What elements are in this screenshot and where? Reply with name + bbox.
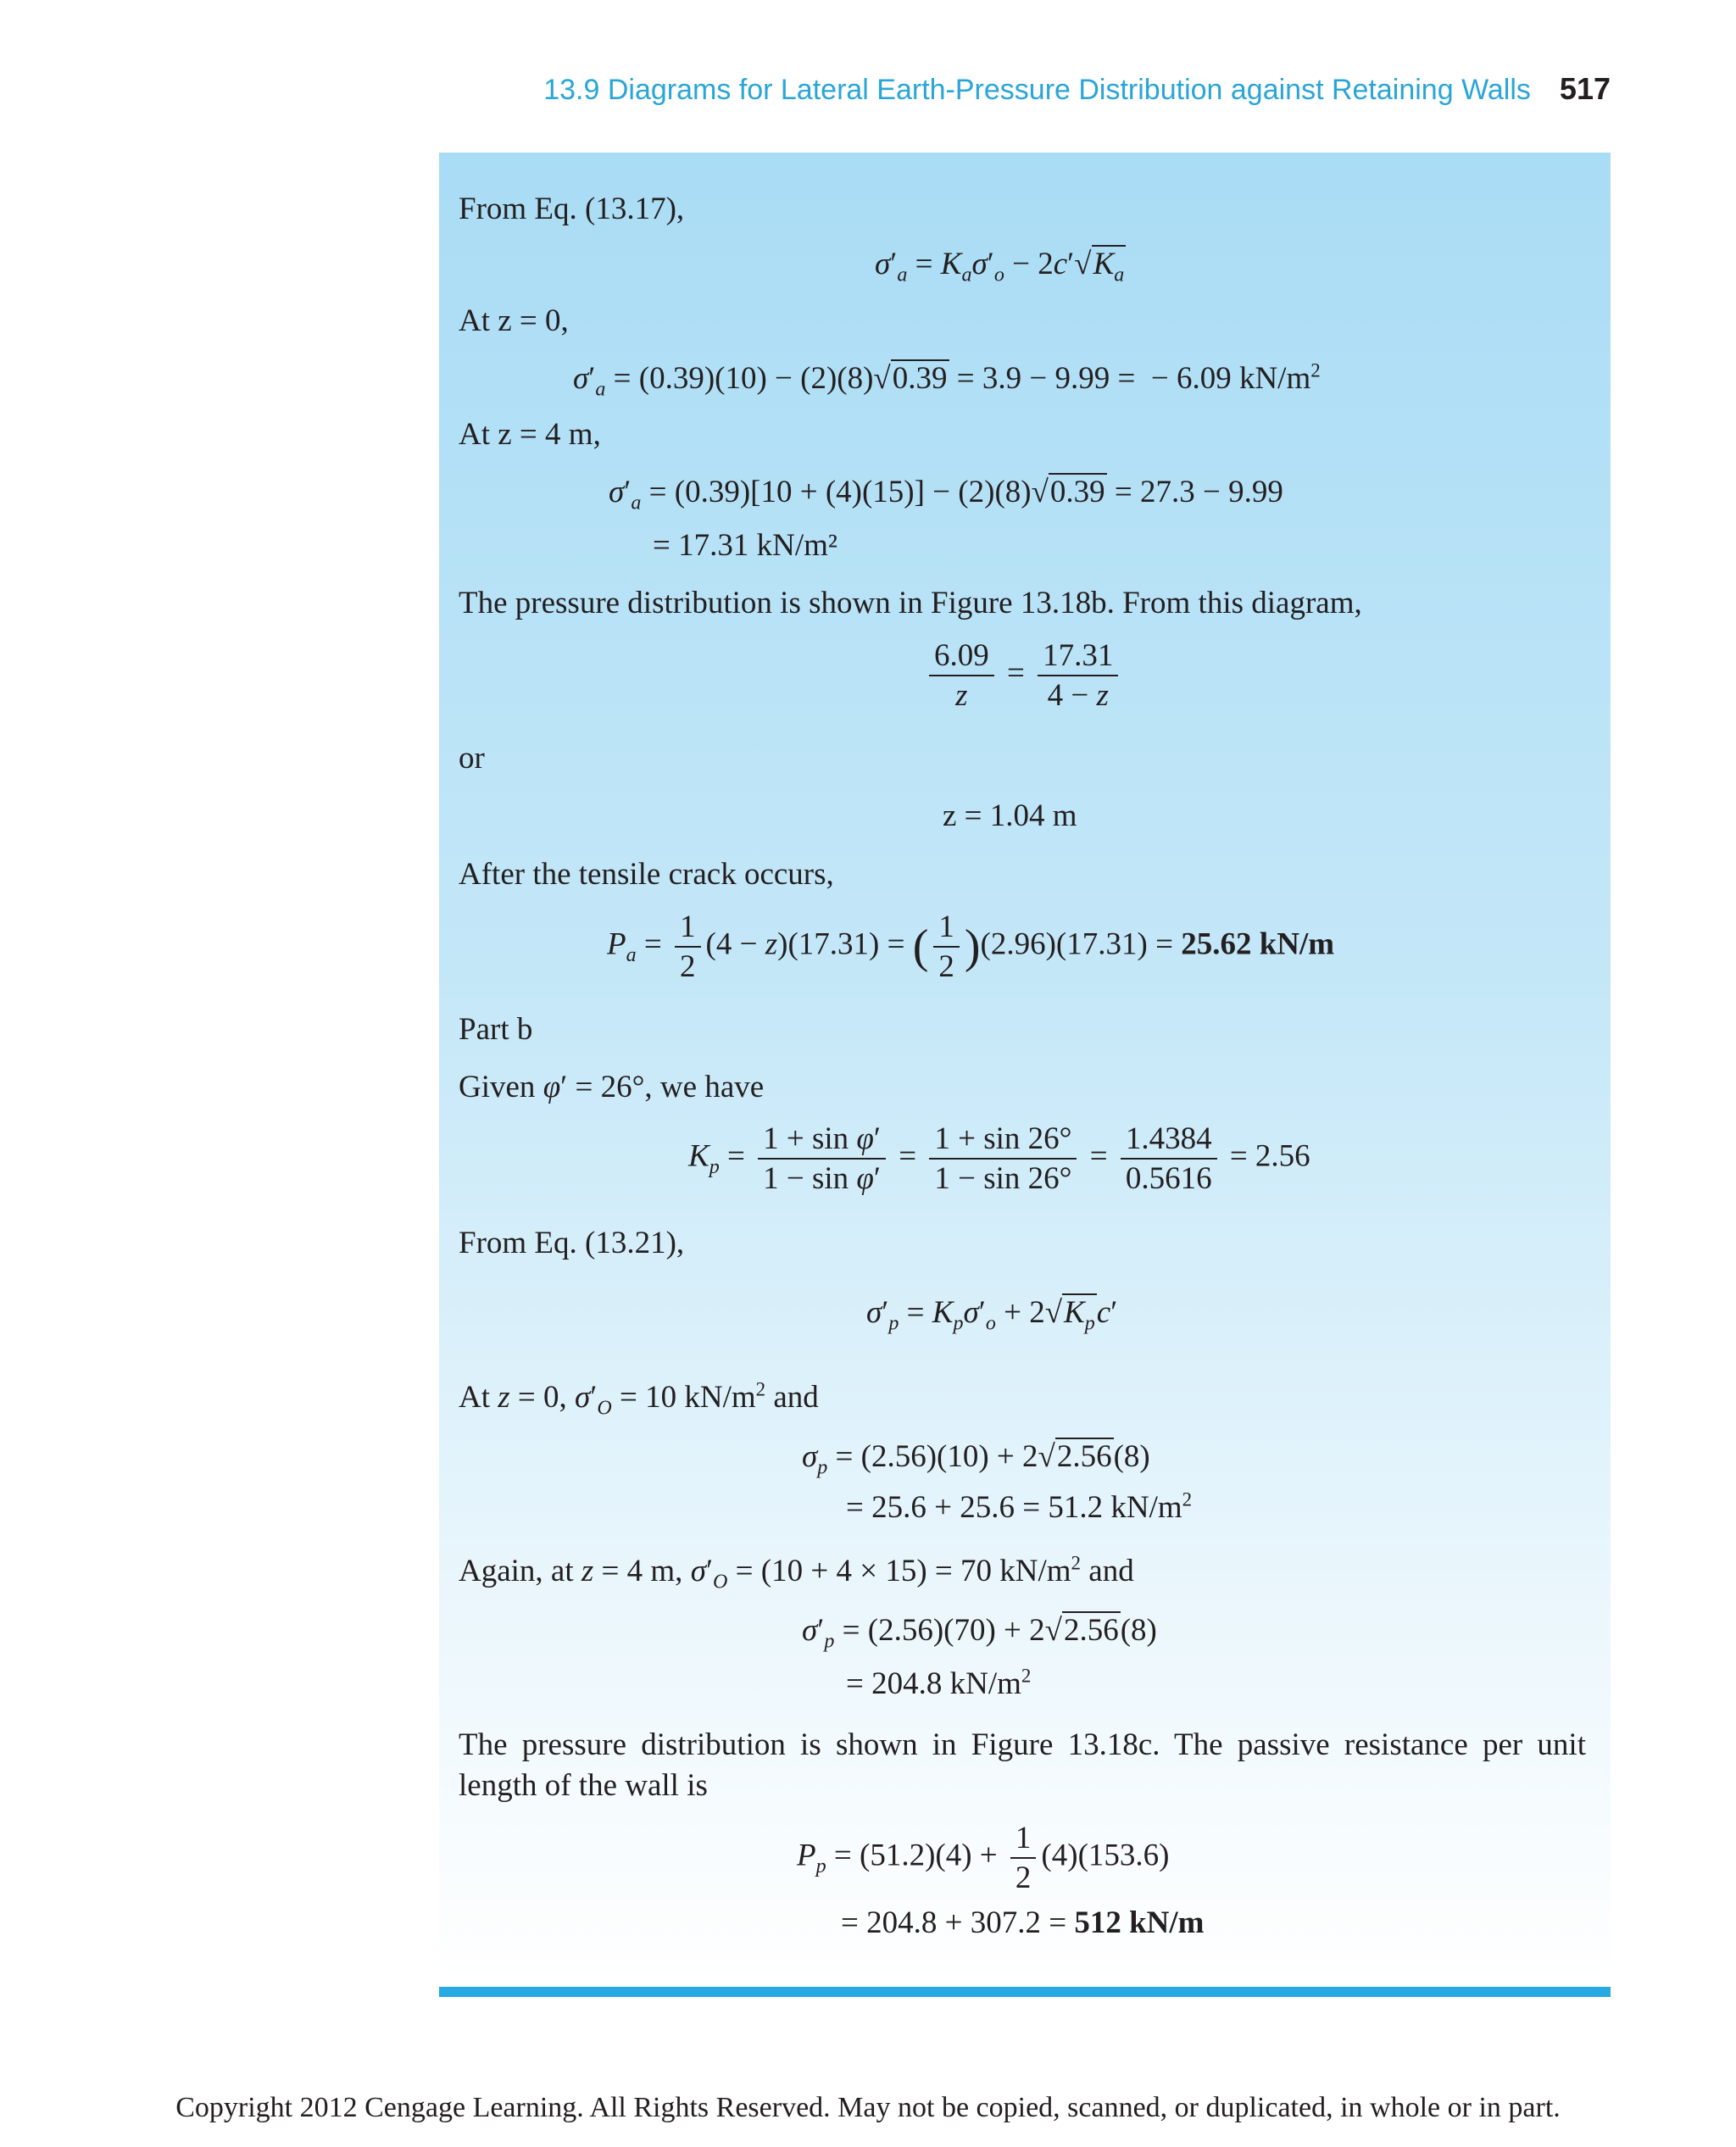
text-or: or [459,741,485,776]
eq-sigma-p-z4-line1: $\sigma'_p = (2.56)(70) + 2√2.56(8)$ [802,1613,1157,1653]
section-title: 13.9 Diagrams for Lateral Earth-Pressure Distribution against Retaining Walls [543,74,1531,106]
text-at-z0-sigma: At z = 0, $\sigma'_O = 10$ $kN/m^2$ and [459,1378,819,1420]
eq-kp: $K_p$ = $\frac{\text{1 + sin φ′}}{\text{1 − sin φ′}}$ = $\frac{1 + \sin 26^\circ}{1 - \sin 26^\circ}$ = $\frac{1.4384}{0.5616}$ = 2.56 [688,1121,1310,1196]
eq-sigma-p-z0-line2: = 25.6 + 25.6 = 51.2 $kN/m^2$ [846,1488,1193,1525]
eq-ratio: $\frac{6.09}{z}$ = $\frac{17.31}{4 - z}$ [924,640,1123,711]
text-part-b: Part b [459,1012,533,1047]
eq-pp-line2: = 204.8 + 307.2 = 512 kN/m [841,1905,1205,1940]
eq-sigma-z4-line2: = 17.31 kN/m² [653,528,837,563]
eq-sigma-z0: $\sigma'_a = (0.39)(10) - (2)(8)√0.39 = 3.9 - 9.99$ = − 6.09 $kN/m^2$ [573,359,1321,401]
eq-active-general: $\sigma'_a = K_a\sigma'_o - 2c'√K_a$ [875,247,1125,286]
eq-sigma-z4-line1: $\sigma'_a = (0.39)[10 + (4)(15)] - (2)(8)√0.39 = 27.3 - 9.99$ [609,475,1283,515]
running-head [543,71,1611,107]
text-again-z4: Again, at z = 4 m, $\sigma'_O = (10 + 4 \times 15) = 70$ $kN/m^2$ and [459,1552,1134,1594]
eq-sigma-p-z4-line2: = 204.8 $kN/m^2$ [846,1665,1032,1701]
text-given-phi: Given φ′ = 26°, we have [459,1070,765,1104]
copyright-notice: Copyright 2012 Cengage Learning. All Rights Reserved. May not be copied, scanned, or duplicated, in whole or in part. [175,2092,1561,2123]
text-at-z4: At z = 4 m, [459,417,601,452]
text-from-eq-1317: From Eq. (13.17), [459,192,685,226]
page-number: 517 [1559,71,1611,106]
text-pressure-dist-b: The pressure distribution is shown in Figure 13.18b. From this diagram, [459,586,1362,620]
eq-z: z = 1.04 m [943,798,1077,833]
eq-passive-general: $\sigma'_p = K_p\sigma'_o + 2√K_pc'$ [866,1295,1118,1335]
bottom-rule [439,1987,1611,1997]
example-box [439,153,1611,1979]
eq-sigma-p-z0-line1: $\sigma_p = (2.56)(10) + 2√2.56(8)$ [802,1439,1150,1479]
text-at-z0: At z = 0, [459,303,569,338]
text-after-crack: After the tensile crack occurs, [459,857,834,892]
text-from-eq-1321: From Eq. (13.21), [459,1226,685,1260]
eq-pa: $P_a$ = $\frac{1}{2}$ (4 − z)(17.31) = ( $\frac{1}{2}$ )(2.96)(17.31) = 25.62 kN/m [607,909,1335,984]
eq-pp-line1: $P_p = (51.2)(4)$ + $\frac{1}{2}$ (4)(153.6) [797,1821,1170,1895]
text-pressure-dist-c: The pressure distribution is shown in Figure 13.18c. The passive resistance per unit length of the wall is [459,1727,1586,1804]
